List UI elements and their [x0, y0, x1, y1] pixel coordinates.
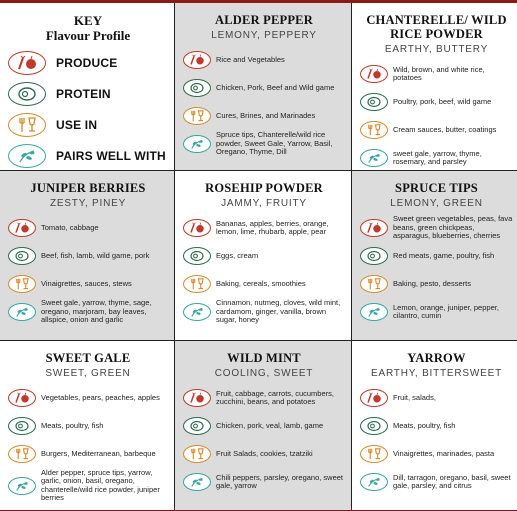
- use-in-text: Baking, pesto, desserts: [393, 278, 471, 288]
- key-title: KEY Flavour Profile: [45, 13, 131, 43]
- protein-row: [360, 243, 513, 269]
- protein-row: [183, 413, 345, 439]
- apple-carrot-icon: [360, 389, 388, 407]
- pairs-row: [360, 299, 513, 325]
- produce-text: Sweet green vegetables, peas, fava beans, green chickpeas, asparagus, blueberries, cherries: [393, 214, 513, 241]
- spice-profile: SWEET, GREEN: [45, 368, 131, 379]
- pairs-text: Alder pepper, spruce tips, yarrow, garlic, onion, basil, oregano, chanterelle/wild rice powder, juniper berries: [41, 468, 160, 503]
- spice-profile: ZESTY, PINEY: [49, 198, 127, 209]
- use-in-row: [360, 271, 513, 297]
- apple-carrot-icon: [8, 219, 36, 237]
- fork-glass-icon: [360, 445, 388, 463]
- spice-card-sweet-gale: [0, 341, 174, 510]
- protein-text: Meats, poultry, fish: [41, 420, 104, 430]
- spice-card-chanterelle-wild-rice-powder: [352, 3, 517, 170]
- meat-steak-icon: [183, 79, 211, 97]
- key-label: PRODUCE: [56, 56, 118, 70]
- use-in-row: [183, 441, 345, 467]
- spice-name: ROSEHIP POWDER: [205, 181, 323, 195]
- protein-text: Chicken, pork, veal, lamb, game: [216, 420, 324, 430]
- spice-name: YARROW: [407, 351, 466, 365]
- herb-leaves-icon: [8, 477, 36, 495]
- use-in-text: Baking, cereals, smoothies: [216, 278, 306, 288]
- spice-profile: EARTHY, BUTTERY: [384, 44, 489, 55]
- spice-name: SWEET GALE: [45, 351, 131, 365]
- produce-row: [183, 215, 345, 241]
- protein-text: Red meats, game, poultry, fish: [393, 250, 495, 260]
- meat-steak-icon: [8, 247, 36, 265]
- produce-text: Rice and Vegetables: [216, 54, 285, 64]
- spice-card-alder-pepper: [175, 3, 351, 170]
- use-in-text: Fruit Salads, cookies, tzatziki: [216, 448, 313, 458]
- herb-leaves-icon: [360, 473, 388, 491]
- use-in-row: [8, 271, 168, 297]
- spice-profile: EARTHY, BITTERSWEET: [371, 368, 502, 379]
- spice-profile: JAMMY, FRUITY: [221, 198, 307, 209]
- apple-carrot-icon: [8, 51, 46, 75]
- fork-glass-icon: [8, 445, 36, 463]
- pairs-row: [183, 469, 345, 495]
- key-item-produce: [8, 49, 168, 77]
- use-in-row: [183, 103, 345, 129]
- apple-carrot-icon: [183, 219, 211, 237]
- pairs-row: [183, 131, 345, 157]
- protein-row: [183, 243, 345, 269]
- key-panel: [0, 3, 174, 170]
- herb-leaves-icon: [360, 149, 388, 167]
- herb-leaves-icon: [8, 144, 46, 168]
- key-label: PAIRS WELL WITH: [56, 149, 166, 163]
- pairs-row: [360, 145, 513, 170]
- key-item-pairs: [8, 142, 168, 170]
- use-in-row: [183, 271, 345, 297]
- fork-glass-icon: [183, 107, 211, 125]
- protein-text: Beef, fish, lamb, wild game, pork: [41, 250, 150, 260]
- pairs-text: Cinnamon, nutmeg, cloves, wild mint, cardamom, ginger, vanilla, brown sugar, honey: [216, 298, 341, 325]
- use-in-row: [360, 117, 513, 143]
- pairs-text: Chili peppers, parsley, oregano, sweet gale, yarrow: [216, 472, 344, 490]
- produce-row: [8, 385, 168, 411]
- produce-text: Fruit, cabbage, carrots, cucumbers, zucchini, beans, and potatoes: [216, 388, 334, 406]
- spice-card-rosehip-powder: [175, 171, 351, 340]
- herb-leaves-icon: [183, 303, 211, 321]
- spice-name: CHANTERELLE/ WILD RICE POWDER: [366, 13, 507, 41]
- pairs-row: [8, 299, 168, 325]
- herb-leaves-icon: [183, 135, 211, 153]
- protein-row: [183, 75, 345, 101]
- meat-steak-icon: [183, 417, 211, 435]
- use-in-row: [360, 441, 513, 467]
- pairs-text: sweet gale, yarrow, thyme, rosemary, and parsley: [393, 148, 482, 166]
- spice-card-yarrow: [352, 341, 517, 510]
- produce-row: [8, 215, 168, 241]
- protein-row: [360, 413, 513, 439]
- produce-row: [360, 61, 513, 87]
- use-in-text: Cream sauces, butter, coatings: [393, 124, 497, 134]
- key-label: USE IN: [56, 118, 98, 132]
- use-in-text: Vinaigrettes, marinades, pasta: [393, 448, 495, 458]
- spice-grid: [0, 3, 517, 508]
- pairs-text: Dill, tarragon, oregano, basil, sweet gale, parsley, and citrus: [393, 472, 511, 490]
- meat-steak-icon: [8, 417, 36, 435]
- spice-card-wild-mint: [175, 341, 351, 510]
- produce-text: Fruit, salads,: [393, 392, 436, 402]
- apple-carrot-icon: [360, 219, 388, 237]
- apple-carrot-icon: [8, 389, 36, 407]
- key-label: PROTEIN: [56, 87, 111, 101]
- produce-text: Vegetables, pears, peaches, apples: [41, 392, 160, 402]
- produce-row: [360, 385, 513, 411]
- spice-profile: COOLING, SWEET: [214, 368, 314, 379]
- herb-leaves-icon: [8, 303, 36, 321]
- herb-leaves-icon: [360, 303, 388, 321]
- spice-card-juniper-berries: [0, 171, 174, 340]
- apple-carrot-icon: [183, 389, 211, 407]
- use-in-text: Vinaigrettes, sauces, stews: [41, 278, 132, 288]
- herb-leaves-icon: [183, 473, 211, 491]
- protein-text: Chicken, Pork, Beef and Wild game: [216, 82, 335, 92]
- produce-row: [360, 215, 513, 241]
- meat-steak-icon: [8, 82, 46, 106]
- meat-steak-icon: [360, 417, 388, 435]
- fork-glass-icon: [183, 275, 211, 293]
- spice-profile: LEMONY, PEPPERY: [211, 30, 317, 41]
- spice-profile: LEMONY, GREEN: [390, 198, 483, 209]
- spice-card-spruce-tips: [352, 171, 517, 340]
- protein-row: [360, 89, 513, 115]
- pairs-text: Sweet gale, yarrow, thyme, sage, oregano, marjoram, bay leaves, allspice, onion and garlic: [41, 298, 152, 325]
- produce-text: Wild, brown, and white rice, potatoes: [393, 64, 485, 82]
- fork-glass-icon: [8, 113, 46, 137]
- use-in-text: Cures, Brines, and Marinades: [216, 110, 316, 120]
- key-item-protein: [8, 80, 168, 108]
- pairs-row: [8, 469, 168, 503]
- apple-carrot-icon: [183, 51, 211, 69]
- produce-text: Bananas, apples, berries, orange, lemon, lime, rhubarb, apple, pear: [216, 218, 329, 236]
- protein-text: Poultry, pork, beef, wild game: [393, 96, 492, 106]
- protein-row: [8, 243, 168, 269]
- pairs-row: [360, 469, 513, 495]
- key-item-use-in: [8, 111, 168, 139]
- protein-row: [8, 413, 168, 439]
- use-in-text: Burgers, Mediterranean, barbeque: [41, 448, 156, 458]
- produce-text: Tomato, cabbage: [41, 222, 99, 232]
- pairs-text: Lemon, orange, juniper, pepper, cilantro, cumin: [393, 302, 499, 320]
- meat-steak-icon: [360, 247, 388, 265]
- apple-carrot-icon: [360, 65, 388, 83]
- spice-name: WILD MINT: [227, 351, 301, 365]
- protein-text: Eggs, cream: [216, 250, 259, 260]
- use-in-row: [8, 441, 168, 467]
- fork-glass-icon: [360, 275, 388, 293]
- produce-row: [183, 385, 345, 411]
- produce-row: [183, 47, 345, 73]
- meat-steak-icon: [183, 247, 211, 265]
- fork-glass-icon: [183, 445, 211, 463]
- meat-steak-icon: [360, 93, 388, 111]
- pairs-row: [183, 299, 345, 325]
- pairs-text: Spruce tips, Chanterelle/wild rice powder, Sweet Gale, Yarrow, Basil, Oregano, Thyme, Dill: [216, 130, 333, 157]
- spice-name: ALDER PEPPER: [215, 13, 313, 27]
- fork-glass-icon: [8, 275, 36, 293]
- spice-name: JUNIPER BERRIES: [30, 181, 146, 195]
- spice-name: SPRUCE TIPS: [395, 181, 478, 195]
- fork-glass-icon: [360, 121, 388, 139]
- protein-text: Meats, poultry, fish: [393, 420, 456, 430]
